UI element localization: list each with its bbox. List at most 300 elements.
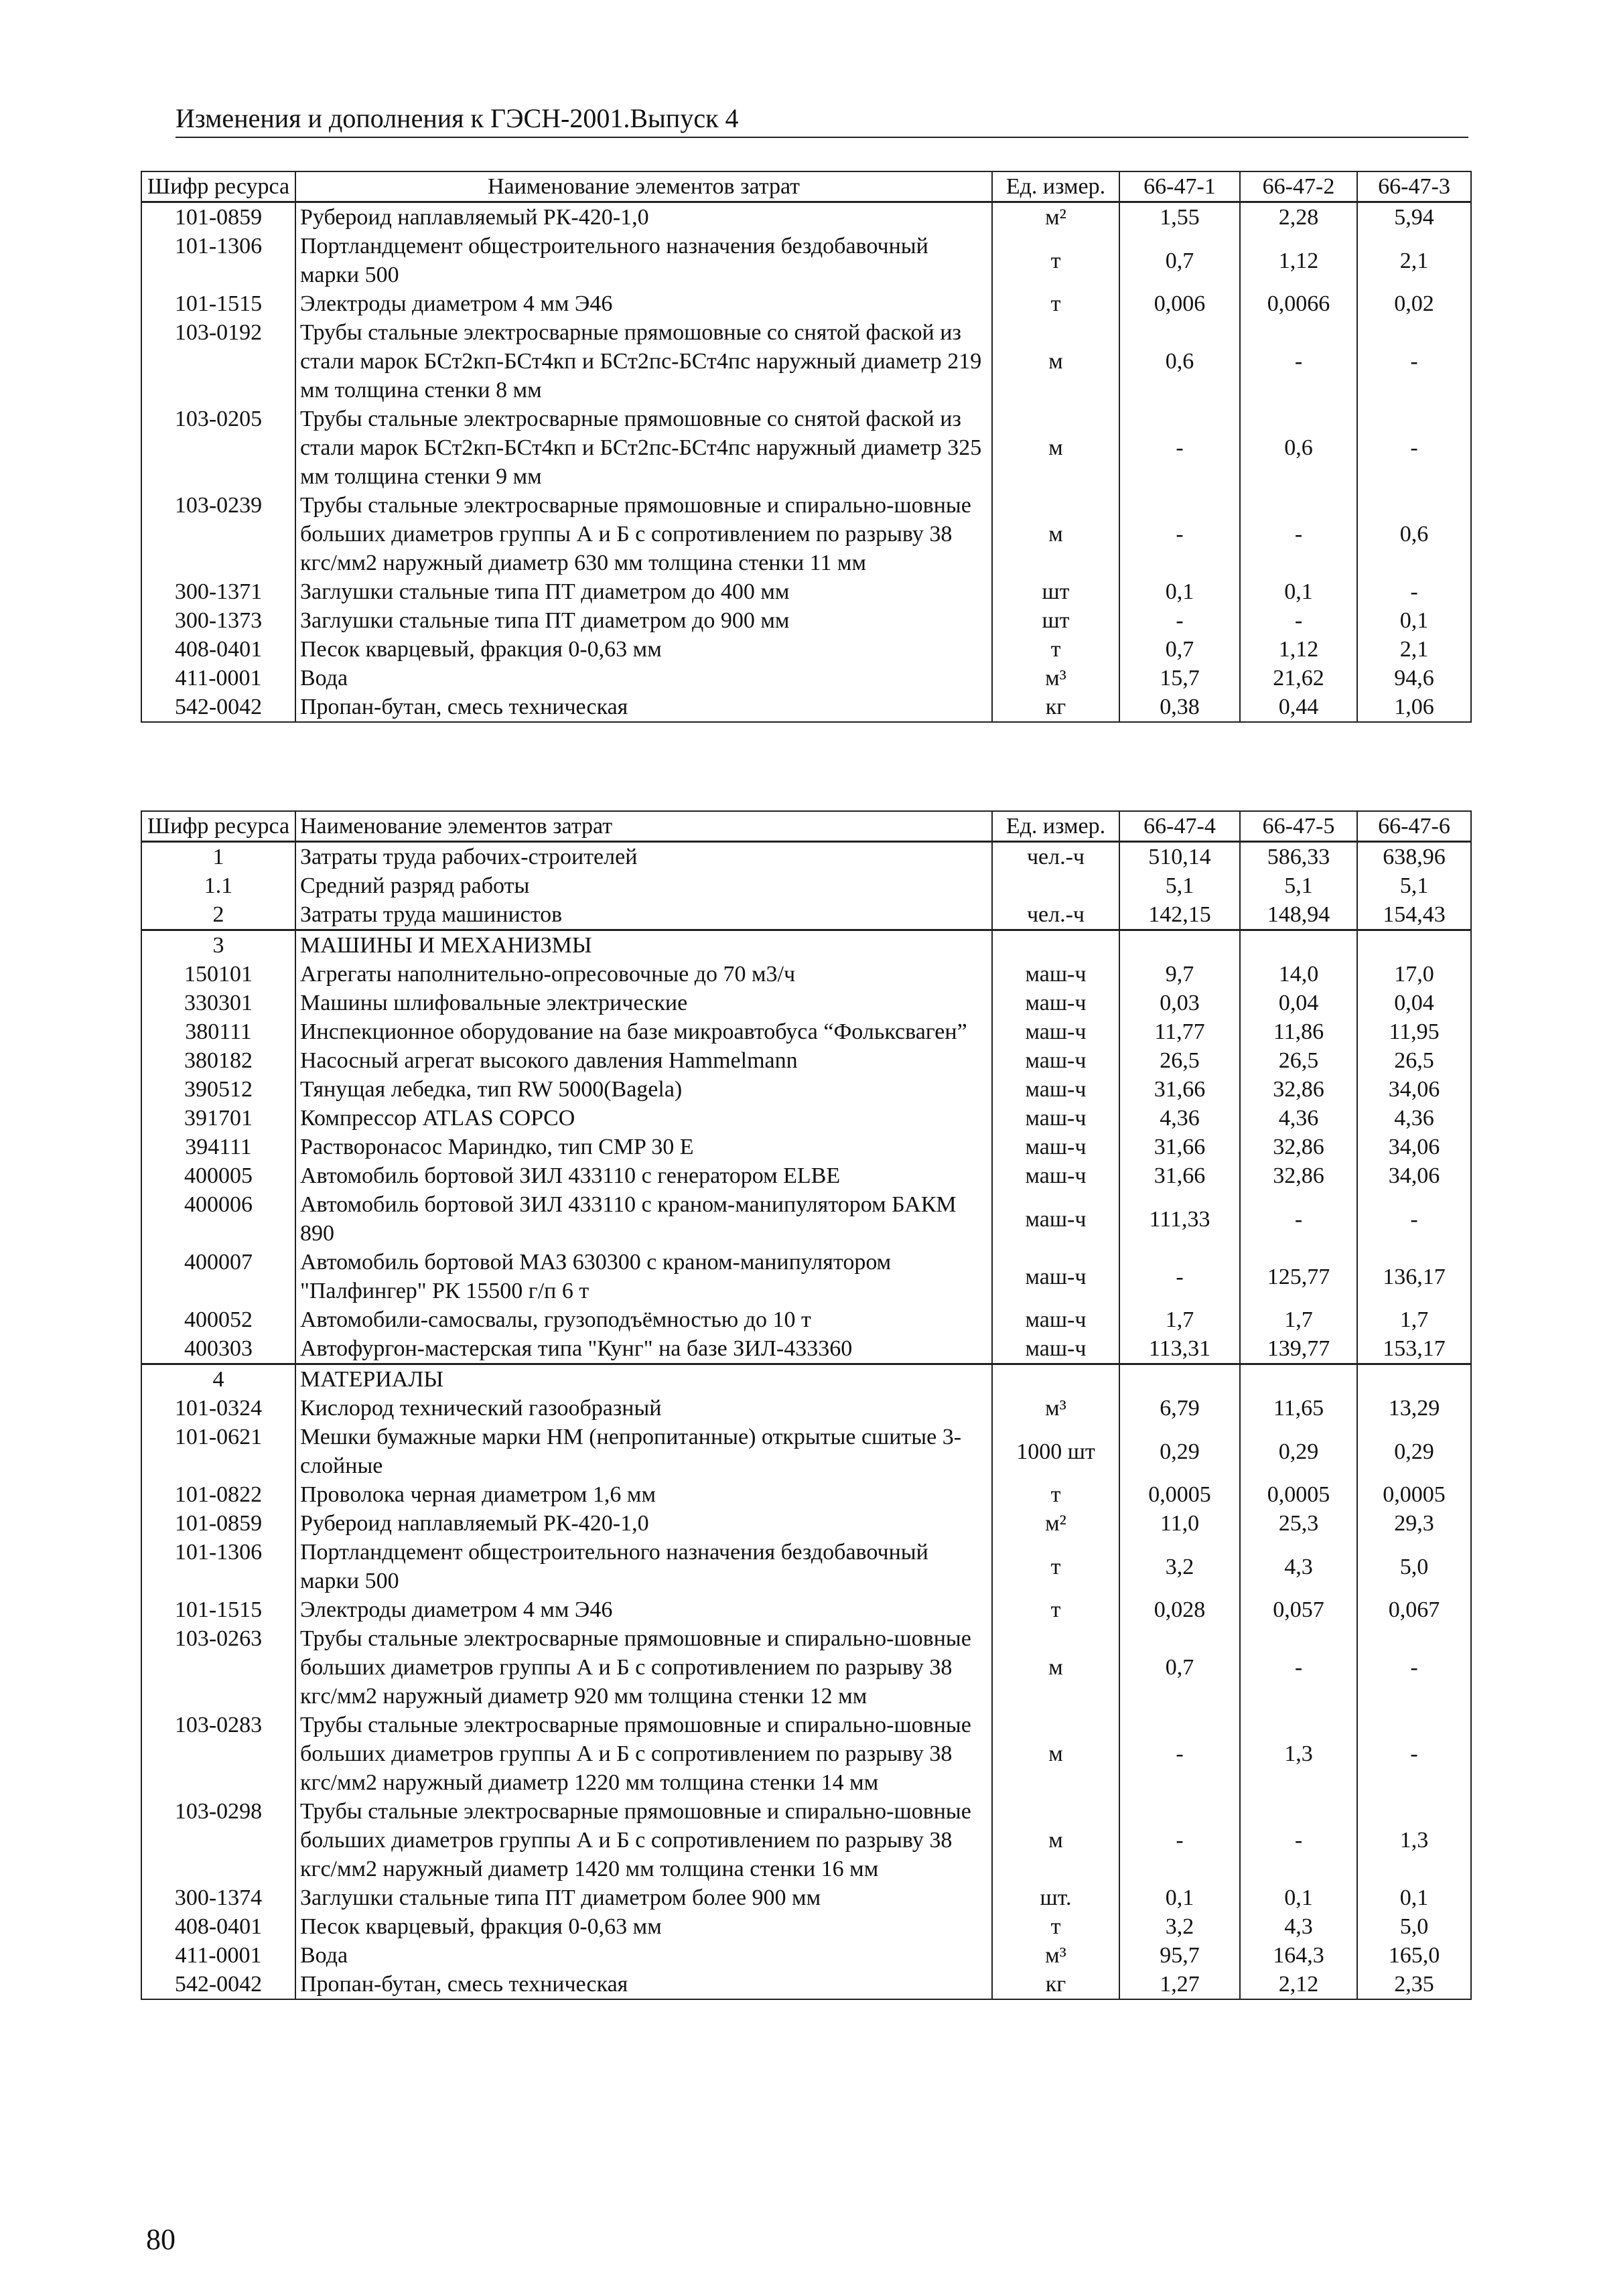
table-row — [141, 900, 1471, 930]
cell-code: 101-0859 — [141, 202, 295, 232]
cell-code: 4 — [141, 1364, 295, 1394]
cell-unit: чел.-ч — [992, 842, 1119, 872]
table-row — [141, 1711, 1471, 1797]
cell-code: 103-0239 — [141, 491, 295, 577]
table-row — [141, 635, 1471, 664]
cell-unit: маш-ч — [992, 1104, 1119, 1133]
cell-code: 1.1 — [141, 871, 295, 900]
cell-name: Проволока черная диаметром 1,6 мм — [295, 1480, 992, 1509]
cell-value: 0,1 — [1240, 577, 1357, 606]
cell-unit: маш-ч — [992, 960, 1119, 989]
cell-value: 0,04 — [1357, 989, 1471, 1017]
table-row — [141, 1595, 1471, 1624]
cell-name: Портландцемент общестроительного назначения бездобавочный марки 500 — [295, 232, 992, 289]
table-row — [141, 491, 1471, 577]
cell-value: 11,65 — [1240, 1394, 1357, 1423]
cell-value: 125,77 — [1240, 1248, 1357, 1305]
cell-value: 34,06 — [1357, 1133, 1471, 1161]
cell-unit: м² — [992, 202, 1119, 232]
cell-value: 5,94 — [1357, 202, 1471, 232]
cell-name: Компрессор ATLAS COPCO — [295, 1104, 992, 1133]
cell-code: 380111 — [141, 1017, 295, 1046]
cell-value: 0,6 — [1357, 491, 1471, 577]
cell-value: - — [1357, 318, 1471, 405]
cell-name: Затраты труда рабочих-строителей — [295, 842, 992, 872]
cell-value: - — [1357, 577, 1471, 606]
cell-name: Вода — [295, 664, 992, 693]
cell-unit: м³ — [992, 664, 1119, 693]
cell-value: 95,7 — [1119, 1941, 1240, 1970]
cell-value: 2,12 — [1240, 1970, 1357, 1999]
table-row — [141, 1364, 1471, 1394]
cell-value: 17,0 — [1357, 960, 1471, 989]
cell-code: 300-1374 — [141, 1883, 295, 1912]
cell-value: 5,1 — [1240, 871, 1357, 900]
cell-code: 101-1515 — [141, 289, 295, 318]
cell-unit: м³ — [992, 1941, 1119, 1970]
cell-name: Пропан-бутан, смесь техническая — [295, 1970, 992, 1999]
table-row — [141, 1394, 1471, 1423]
cell-value: 586,33 — [1240, 842, 1357, 872]
cell-value: - — [1240, 491, 1357, 577]
table-row — [141, 405, 1471, 491]
cell-value: - — [1119, 1711, 1240, 1797]
cell-value: 510,14 — [1119, 842, 1240, 872]
cell-unit: т — [992, 635, 1119, 664]
cell-code: 408-0401 — [141, 1912, 295, 1941]
cell-value: - — [1240, 606, 1357, 635]
cell-code: 103-0283 — [141, 1711, 295, 1797]
cell-value: 11,0 — [1119, 1509, 1240, 1538]
cell-value: 0,1 — [1357, 1883, 1471, 1912]
cell-value: 154,43 — [1357, 900, 1471, 930]
cell-value: 1,12 — [1240, 232, 1357, 289]
cell-name: Машины шлифовальные электрические — [295, 989, 992, 1017]
cell-code: 411-0001 — [141, 1941, 295, 1970]
cell-unit: м — [992, 318, 1119, 405]
table-row — [141, 289, 1471, 318]
cell-unit: 1000 шт — [992, 1423, 1119, 1480]
cell-code: 400052 — [141, 1305, 295, 1334]
col-header-norm: 66-47-3 — [1357, 171, 1471, 202]
cell-name: Пропан-бутан, смесь техническая — [295, 693, 992, 722]
cell-value: 3,2 — [1119, 1538, 1240, 1595]
cell-value: 3,2 — [1119, 1912, 1240, 1941]
col-header-name: Наименование элементов затрат — [295, 171, 992, 202]
cell-name: Средний разряд работы — [295, 871, 992, 900]
cell-unit: чел.-ч — [992, 900, 1119, 930]
cell-value: 5,1 — [1119, 871, 1240, 900]
cell-value: - — [1119, 1797, 1240, 1883]
cell-name: Заглушки стальные типа ПТ диаметром более 900 мм — [295, 1883, 992, 1912]
table-row — [141, 1912, 1471, 1941]
cell-unit: маш-ч — [992, 1017, 1119, 1046]
cell-value: 26,5 — [1240, 1046, 1357, 1075]
cell-unit: т — [992, 1480, 1119, 1509]
table-header-row — [141, 811, 1471, 842]
cell-unit: т — [992, 1912, 1119, 1941]
cell-name: Автомобиль бортовой ЗИЛ 433110 с краном-манипулятором БАКМ 890 — [295, 1190, 992, 1248]
table-header-row — [141, 171, 1471, 202]
cell-unit: шт. — [992, 1883, 1119, 1912]
table-row — [141, 1423, 1471, 1480]
table-row — [141, 871, 1471, 900]
cell-value: 0,38 — [1119, 693, 1240, 722]
cell-value: 5,0 — [1357, 1538, 1471, 1595]
cell-value: 142,15 — [1119, 900, 1240, 930]
cell-name: Автомобиль бортовой МАЗ 630300 с краном-манипулятором "Палфингер" РК 15500 г/п 6 т — [295, 1248, 992, 1305]
table-row — [141, 1334, 1471, 1364]
cell-value: 1,7 — [1119, 1305, 1240, 1334]
cell-value: - — [1119, 1248, 1240, 1305]
cell-name: Вода — [295, 1941, 992, 1970]
cell-unit: м — [992, 491, 1119, 577]
table-row — [141, 1161, 1471, 1190]
cell-code: 150101 — [141, 960, 295, 989]
cell-code: 103-0263 — [141, 1624, 295, 1711]
table-row — [141, 1017, 1471, 1046]
page-number: 80 — [146, 2223, 176, 2256]
cell-value: 4,36 — [1119, 1104, 1240, 1133]
cell-code: 101-1306 — [141, 232, 295, 289]
cell-value: 1,12 — [1240, 635, 1357, 664]
table-row — [141, 1941, 1471, 1970]
cell-name: Трубы стальные электросварные прямошовные и спирально-шовные больших диаметров группы А и Б с сопротивлением по разрыву 38 кгс/мм2 наружный диаметр 1220 мм толщина стенки 14 мм — [295, 1711, 992, 1797]
cell-code: 411-0001 — [141, 664, 295, 693]
cell-value: 26,5 — [1357, 1046, 1471, 1075]
cell-value — [1240, 1364, 1357, 1394]
cell-code: 380182 — [141, 1046, 295, 1075]
cell-value: - — [1240, 1190, 1357, 1248]
cell-value: 34,06 — [1357, 1161, 1471, 1190]
cell-value: 5,0 — [1357, 1912, 1471, 1941]
cell-code: 391701 — [141, 1104, 295, 1133]
cell-value: 25,3 — [1240, 1509, 1357, 1538]
cell-value: 5,1 — [1357, 871, 1471, 900]
cell-code: 103-0205 — [141, 405, 295, 491]
table-row — [141, 1133, 1471, 1161]
cell-value: 1,7 — [1357, 1305, 1471, 1334]
cell-value: - — [1240, 318, 1357, 405]
cell-code: 3 — [141, 930, 295, 960]
cell-unit: маш-ч — [992, 1075, 1119, 1104]
cell-value: 0,29 — [1240, 1423, 1357, 1480]
table-row — [141, 1970, 1471, 1999]
col-header-norm: 66-47-2 — [1240, 171, 1357, 202]
table-row — [141, 693, 1471, 722]
cell-value: 11,86 — [1240, 1017, 1357, 1046]
cell-name: Электроды диаметром 4 мм Э46 — [295, 289, 992, 318]
cell-code: 101-1515 — [141, 1595, 295, 1624]
cell-code: 390512 — [141, 1075, 295, 1104]
cell-unit — [992, 930, 1119, 960]
cell-value: 0,29 — [1119, 1423, 1240, 1480]
cell-code: 300-1371 — [141, 577, 295, 606]
cell-value: 0,1 — [1119, 577, 1240, 606]
cell-code: 400006 — [141, 1190, 295, 1248]
table-row — [141, 606, 1471, 635]
cell-name: Рубероид наплавляемый РК-420-1,0 — [295, 202, 992, 232]
cell-value: - — [1357, 1711, 1471, 1797]
cell-value: - — [1357, 1624, 1471, 1711]
cell-unit: кг — [992, 693, 1119, 722]
cell-name: Агрегаты наполнительно-опресовочные до 70 м3/ч — [295, 960, 992, 989]
cell-code: 2 — [141, 900, 295, 930]
cell-value: 0,7 — [1119, 232, 1240, 289]
table-row — [141, 930, 1471, 960]
cell-value — [1240, 930, 1357, 960]
cell-code: 400005 — [141, 1161, 295, 1190]
cell-value: - — [1119, 405, 1240, 491]
cell-value: 21,62 — [1240, 664, 1357, 693]
cell-unit: кг — [992, 1970, 1119, 1999]
table-row — [141, 1104, 1471, 1133]
cell-name: МАТЕРИАЛЫ — [295, 1364, 992, 1394]
cell-value: 1,7 — [1240, 1305, 1357, 1334]
cell-unit: маш-ч — [992, 1334, 1119, 1364]
table-row — [141, 1305, 1471, 1334]
cell-unit: маш-ч — [992, 989, 1119, 1017]
cell-value: - — [1119, 606, 1240, 635]
cell-value: 0,7 — [1119, 635, 1240, 664]
cell-value: 32,86 — [1240, 1075, 1357, 1104]
table-row — [141, 577, 1471, 606]
cell-value: 14,0 — [1240, 960, 1357, 989]
cell-name: Трубы стальные электросварные прямошовные и спирально-шовные больших диаметров группы А и Б с сопротивлением по разрыву 38 кгс/мм2 наружный диаметр 920 мм толщина стенки 12 мм — [295, 1624, 992, 1711]
table-row — [141, 989, 1471, 1017]
cell-value: 136,17 — [1357, 1248, 1471, 1305]
cell-code: 542-0042 — [141, 693, 295, 722]
cell-value: 1,3 — [1240, 1711, 1357, 1797]
cell-value: 113,31 — [1119, 1334, 1240, 1364]
cell-value: 15,7 — [1119, 664, 1240, 693]
cell-code: 101-0324 — [141, 1394, 295, 1423]
table-row — [141, 318, 1471, 405]
cell-value — [1119, 1364, 1240, 1394]
cell-name: Автомобиль бортовой ЗИЛ 433110 с генератором ELBE — [295, 1161, 992, 1190]
cell-value: 9,7 — [1119, 960, 1240, 989]
col-header-unit: Ед. измер. — [992, 171, 1119, 202]
cell-code: 101-0822 — [141, 1480, 295, 1509]
cell-value: 34,06 — [1357, 1075, 1471, 1104]
cell-value: 94,6 — [1357, 664, 1471, 693]
table-row — [141, 1046, 1471, 1075]
cell-value: 0,0066 — [1240, 289, 1357, 318]
table-row — [141, 1248, 1471, 1305]
cell-value: 2,35 — [1357, 1970, 1471, 1999]
cell-name: Инспекционное оборудование на базе микроавтобуса “Фольксваген” — [295, 1017, 992, 1046]
cell-value: 0,29 — [1357, 1423, 1471, 1480]
cell-name: Трубы стальные электросварные прямошовные со снятой фаской из стали марок БСт2кп-БСт4кп и БСт2пс-БСт4пс наружный диаметр 325 мм толщина стенки 9 мм — [295, 405, 992, 491]
cell-unit: маш-ч — [992, 1046, 1119, 1075]
table-row — [141, 232, 1471, 289]
header-title: Изменения и дополнения к ГЭСН-2001.Выпуск 4 — [176, 103, 739, 133]
cell-unit: м² — [992, 1509, 1119, 1538]
cell-value: - — [1240, 1797, 1357, 1883]
cell-name: Мешки бумажные марки НМ (непропитанные) открытые сшитые 3-слойные — [295, 1423, 992, 1480]
cell-code: 400007 — [141, 1248, 295, 1305]
cell-value: 111,33 — [1119, 1190, 1240, 1248]
table-row — [141, 1075, 1471, 1104]
col-header-norm: 66-47-5 — [1240, 811, 1357, 842]
cell-name: Кислород технический газообразный — [295, 1394, 992, 1423]
cell-code: 300-1373 — [141, 606, 295, 635]
cell-code: 101-0859 — [141, 1509, 295, 1538]
cell-value: 0,7 — [1119, 1624, 1240, 1711]
cell-code: 101-0621 — [141, 1423, 295, 1480]
cell-name: Трубы стальные электросварные прямошовные со снятой фаской из стали марок БСт2кп-БСт4кп и БСт2пс-БСт4пс наружный диаметр 219 мм толщина стенки 8 мм — [295, 318, 992, 405]
resource-table-2 — [141, 810, 1472, 2000]
cell-unit: т — [992, 1595, 1119, 1624]
cell-unit — [992, 871, 1119, 900]
cell-name: Заглушки стальные типа ПТ диаметром до 400 мм — [295, 577, 992, 606]
cell-name: Заглушки стальные типа ПТ диаметром до 900 мм — [295, 606, 992, 635]
cell-name: МАШИНЫ И МЕХАНИЗМЫ — [295, 930, 992, 960]
cell-name: Электроды диаметром 4 мм Э46 — [295, 1595, 992, 1624]
cell-value: - — [1240, 1624, 1357, 1711]
cell-value: 0,0005 — [1119, 1480, 1240, 1509]
cell-value: 0,04 — [1240, 989, 1357, 1017]
cell-value: 164,3 — [1240, 1941, 1357, 1970]
cell-value: 153,17 — [1357, 1334, 1471, 1364]
cell-value: 148,94 — [1240, 900, 1357, 930]
cell-code: 103-0298 — [141, 1797, 295, 1883]
cell-name: Тянущая лебедка, тип RW 5000(Bagela) — [295, 1075, 992, 1104]
table-row — [141, 664, 1471, 693]
cell-value: 26,5 — [1119, 1046, 1240, 1075]
cell-value: 0,028 — [1119, 1595, 1240, 1624]
col-header-norm: 66-47-4 — [1119, 811, 1240, 842]
cell-name: Затраты труда машинистов — [295, 900, 992, 930]
cell-name: Растворонасос Мариндко, тип CMP 30 E — [295, 1133, 992, 1161]
cell-name: Песок кварцевый, фракция 0-0,63 мм — [295, 1912, 992, 1941]
cell-value: 638,96 — [1357, 842, 1471, 872]
cell-value: 32,86 — [1240, 1161, 1357, 1190]
cell-unit: маш-ч — [992, 1161, 1119, 1190]
cell-code: 542-0042 — [141, 1970, 295, 1999]
cell-value: 0,0005 — [1357, 1480, 1471, 1509]
cell-code: 1 — [141, 842, 295, 872]
cell-unit: шт — [992, 606, 1119, 635]
cell-value: 0,03 — [1119, 989, 1240, 1017]
cell-unit: м³ — [992, 1394, 1119, 1423]
cell-code: 408-0401 — [141, 635, 295, 664]
col-header-name: Наименование элементов затрат — [295, 811, 992, 842]
cell-value: 0,057 — [1240, 1595, 1357, 1624]
cell-unit: шт — [992, 577, 1119, 606]
resource-table-1 — [141, 171, 1472, 723]
cell-value: - — [1357, 1190, 1471, 1248]
page-header — [176, 102, 1468, 138]
col-header-unit: Ед. измер. — [992, 811, 1119, 842]
table-row — [141, 1480, 1471, 1509]
cell-code: 400303 — [141, 1334, 295, 1364]
table-row — [141, 1624, 1471, 1711]
cell-value: 4,36 — [1357, 1104, 1471, 1133]
cell-value: 165,0 — [1357, 1941, 1471, 1970]
cell-value: 0,006 — [1119, 289, 1240, 318]
cell-value: 0,1 — [1240, 1883, 1357, 1912]
cell-value: 1,3 — [1357, 1797, 1471, 1883]
col-header-norm: 66-47-1 — [1119, 171, 1240, 202]
cell-value: 6,79 — [1119, 1394, 1240, 1423]
cell-code: 330301 — [141, 989, 295, 1017]
cell-name: Песок кварцевый, фракция 0-0,63 мм — [295, 635, 992, 664]
cell-unit: т — [992, 1538, 1119, 1595]
cell-value: 1,55 — [1119, 202, 1240, 232]
cell-value: 0,1 — [1119, 1883, 1240, 1912]
cell-value: 32,86 — [1240, 1133, 1357, 1161]
table-row — [141, 1509, 1471, 1538]
cell-value: 11,95 — [1357, 1017, 1471, 1046]
cell-value: 31,66 — [1119, 1075, 1240, 1104]
cell-value: 11,77 — [1119, 1017, 1240, 1046]
cell-value: 2,1 — [1357, 232, 1471, 289]
cell-name: Автомобили-самосвалы, грузоподъёмностью до 10 т — [295, 1305, 992, 1334]
cell-unit: маш-ч — [992, 1248, 1119, 1305]
cell-value: 0,6 — [1240, 405, 1357, 491]
table-row — [141, 1797, 1471, 1883]
table-row — [141, 960, 1471, 989]
cell-value: - — [1357, 405, 1471, 491]
cell-code: 101-1306 — [141, 1538, 295, 1595]
cell-name: Рубероид наплавляемый РК-420-1,0 — [295, 1509, 992, 1538]
cell-code: 103-0192 — [141, 318, 295, 405]
cell-name: Насосный агрегат высокого давления Hammelmann — [295, 1046, 992, 1075]
cell-value: - — [1119, 491, 1240, 577]
cell-value — [1357, 930, 1471, 960]
cell-value: 0,067 — [1357, 1595, 1471, 1624]
cell-value: 31,66 — [1119, 1133, 1240, 1161]
cell-unit: м — [992, 1711, 1119, 1797]
table-row — [141, 842, 1471, 872]
cell-value: 0,02 — [1357, 289, 1471, 318]
col-header-norm: 66-47-6 — [1357, 811, 1471, 842]
cell-value — [1357, 1364, 1471, 1394]
cell-value: 29,3 — [1357, 1509, 1471, 1538]
cell-value: 4,3 — [1240, 1538, 1357, 1595]
cell-value: 0,0005 — [1240, 1480, 1357, 1509]
table-row — [141, 1538, 1471, 1595]
cell-unit: м — [992, 405, 1119, 491]
cell-unit — [992, 1364, 1119, 1394]
cell-value: 0,44 — [1240, 693, 1357, 722]
cell-unit: маш-ч — [992, 1305, 1119, 1334]
cell-unit: маш-ч — [992, 1190, 1119, 1248]
cell-value: 0,1 — [1357, 606, 1471, 635]
cell-value: 13,29 — [1357, 1394, 1471, 1423]
cell-value: 4,36 — [1240, 1104, 1357, 1133]
cell-value: 2,28 — [1240, 202, 1357, 232]
cell-value: 1,27 — [1119, 1970, 1240, 1999]
cell-value: 0,6 — [1119, 318, 1240, 405]
table-row — [141, 202, 1471, 232]
cell-name: Трубы стальные электросварные прямошовные и спирально-шовные больших диаметров группы А и Б с сопротивлением по разрыву 38 кгс/мм2 наружный диаметр 630 мм толщина стенки 11 мм — [295, 491, 992, 577]
col-header-code: Шифр ресурса — [141, 811, 295, 842]
cell-value: 139,77 — [1240, 1334, 1357, 1364]
cell-value: 31,66 — [1119, 1161, 1240, 1190]
cell-name: Трубы стальные электросварные прямошовные и спирально-шовные больших диаметров группы А и Б с сопротивлением по разрыву 38 кгс/мм2 наружный диаметр 1420 мм толщина стенки 16 мм — [295, 1797, 992, 1883]
cell-unit: м — [992, 1797, 1119, 1883]
table-row — [141, 1883, 1471, 1912]
table-row — [141, 1190, 1471, 1248]
cell-value — [1119, 930, 1240, 960]
cell-name: Автофургон-мастерская типа "Кунг" на базе ЗИЛ-433360 — [295, 1334, 992, 1364]
cell-value: 4,3 — [1240, 1912, 1357, 1941]
col-header-code: Шифр ресурса — [141, 171, 295, 202]
cell-value: 1,06 — [1357, 693, 1471, 722]
cell-unit: т — [992, 289, 1119, 318]
